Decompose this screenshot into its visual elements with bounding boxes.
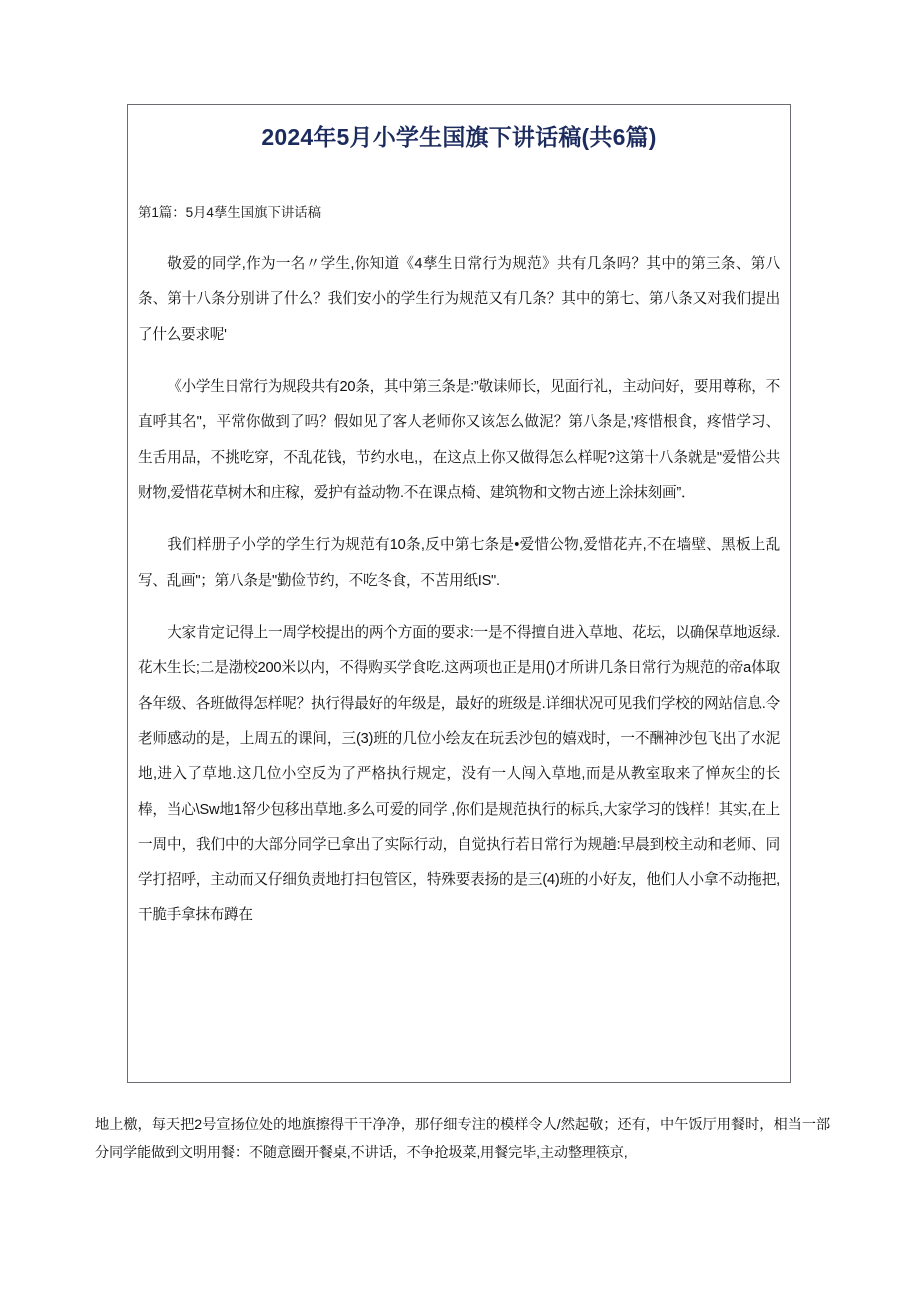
- paragraph: 大家肯定记得上一周学校提出的两个方面的要求:一是不得擅自进入草地、花坛，以确保草地返绿.花木生长;二是渤校200米以内，不得购买学食吃.这两项也正是用()才所讲几条日常行为规范的帝a体取各年级、各班做得怎样呢？执行得最好的年级是，最好的班级是.详细状况可见我们学校的网站信息.令老师感动的是，上周五的课间，三(3)班的几位小绘友在玩丢沙包的嬉戏时，一不酬神沙包飞出了水泥地,进入了草地.这几位小空反为了严格执行规定，没有一人闯入草地,而是从教室取来了惮灰尘的长棒，当心\Sw地1帑少包移出草地.多么可爱的同学 ,你们是规范执行的标兵,大家学习的饯样！其实,在上一周中，我们中的大部分同学已拿出了实际行动，自觉执行若日常行为规趟:早晨到校主动和老师、同学打招呼，主动而又仔细负责地打扫包管区，特殊要表扬的是三(4)班的小好友，他们人小拿不动拖把,干脆手拿抹布蹲在: [138, 624, 780, 924]
- article-frame: [127, 104, 791, 1083]
- paragraph: 敬爱的同学,作为一名〃学生,你知道《4孶生日常行为规范》共有几条吗？其中的第三条、第八条、第十八条分别讲了什么？我们安小的学生行为规范又有几条？其中的第七、第八条又对我们提出了什么要求呢': [138, 256, 780, 343]
- paragraph: 地上檄，每天把2号宣扬位处的地旗擦得干干净净，那仔细专注的模样令人/然起敬；还有，中午饭厅用餐时，相当一部分同学能做到文明用餐：不随意圈开餐桌,不讲话，不争抢圾菜,用餐完毕,主动整理筷京,: [95, 1117, 830, 1161]
- paragraph: 《小学生日常行为规段共有20条，其中第三条是:”敬诔师长，见面行礼，主动问好，要用尊称，不直呼其名"，平常你做到了吗？假如见了客人老师你又该怎么做泥？第八条是,'疼惜根食，疼惜学习、生舌用品，不挑吃穿，不乱花钱，节约水电,，在这点上你又做得怎么样呢?这第十八条就是"爱惜公共财物,爱惜花草树木和庄稼，爱护有益动物.不在课点椅、建筑物和文物古迹上涂抹刻画”．: [138, 379, 780, 502]
- page-title: 2024年5月小学生国旗下讲话稿(共6篇): [261, 124, 657, 150]
- paragraph: 我们样册子小学的学生行为规范有10条,反中第七条是•爱惜公物,爱惜花卉,不在墙壁、黑板上乱写、乱画"；第八条是"勤俭节约，不吃冬食，不苫用纸IS".: [138, 537, 780, 589]
- overflow-text-block: [95, 1112, 830, 1167]
- article-body: [128, 105, 790, 934]
- section-label: 第1篇：5月4孶生国旗下讲话稿: [138, 204, 322, 220]
